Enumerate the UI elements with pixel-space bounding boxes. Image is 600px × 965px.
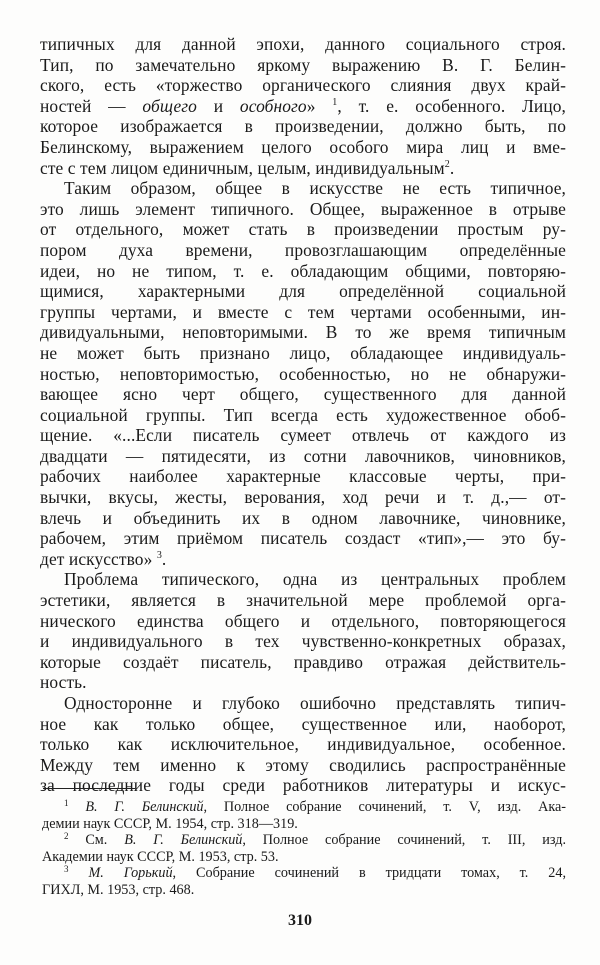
body-text xyxy=(40,34,566,796)
footnote-author: В. Г. Белинский xyxy=(85,799,204,815)
text-line: типичных для данной эпохи, данного социального строя. xyxy=(40,34,566,54)
text-line: сте с тем лицом единичным, целым, индивидуальным$^2$. xyxy=(40,157,455,178)
text-line: Односторонне и глубоко ошибочно представлять типич- xyxy=(64,693,566,713)
text-line: щимися, характерными для определённой социальной xyxy=(40,281,566,302)
text-line: только как исключительное, индивидуальное, особенное. xyxy=(40,734,566,755)
text-line: ностью, неповторимостью, особенностью, но не обнаружи- xyxy=(40,363,566,384)
text-line: не может быть признано лицо, обладающее индивидуаль- xyxy=(40,342,566,363)
text-line: группы чертами, и вместе с тем чертами особенными, ин- xyxy=(40,301,566,322)
text-line: эстетики, является в значительной мере проблемой орга- xyxy=(40,590,566,611)
emphasis-text: особного xyxy=(239,95,307,116)
text-line: ное как только общее, существенное или, наоборот, xyxy=(40,713,566,734)
text-line: нического единства общего и отдельного, повторяющегося xyxy=(40,610,566,631)
footnote-number: 2 xyxy=(64,831,69,842)
footnote-divider xyxy=(43,788,135,789)
text-line: рабочем, этим приёмом писатель создаст «тип»,— это бу- xyxy=(40,528,566,549)
text-line: которые создаёт писатель, правдиво отражая действитель- xyxy=(40,651,566,672)
text-line: которое изображается в произведении, должно быть, по xyxy=(40,116,566,137)
page-number: 310 xyxy=(288,912,312,929)
footnote-author: М. Горький xyxy=(88,865,173,882)
text-line: пором духа времени, провозглашающим определённые xyxy=(40,239,566,260)
footnote-ref: 1 xyxy=(332,96,338,108)
text-line: вычки, вкусы, жесты, верования, ход речи и т. д.,— от- xyxy=(40,487,566,508)
footnote-line: ГИХЛ, М. 1953, стр. 468. xyxy=(42,881,195,898)
text-line: за последние годы среди работников литературы и искус- xyxy=(40,775,566,796)
text-line: ностей — общего и особного» $^1$, т. е. особенного. Лицо, xyxy=(40,95,566,116)
text-line: и индивидуального в тех чувственно-конкретных образах, xyxy=(40,631,566,652)
text-line: дивидуальными, неповторимыми. В то же время типичным xyxy=(40,322,566,343)
footnotes xyxy=(42,799,566,899)
footnote-line: $^2$ См. В. Г. Белинский, Полное собрание сочинений, т. III, изд. xyxy=(64,831,566,849)
text-line: это лишь элемент типичного. Общее, выраженное в отрыве xyxy=(40,198,566,219)
text-line: от отдельного, может стать в произведении простым ру- xyxy=(40,219,566,240)
footnote-line: $^1$ В. Г. Белинский, Полное собрание сочинений, т. V, изд. Ака- xyxy=(64,798,567,815)
emphasis-text: общего xyxy=(142,95,197,116)
text-line: ность. xyxy=(40,672,87,693)
text-line: Проблема типического, одна из центральных проблем xyxy=(64,569,566,590)
footnote-ref: 2 xyxy=(444,158,450,170)
footnote-line: демии наук СССР, М. 1954, стр. 318—319. xyxy=(42,815,298,832)
footnote-author: В. Г. Белинский xyxy=(124,832,243,849)
text-line: рабочих наиболее характерные классовые черты, при- xyxy=(40,466,566,487)
text-line: двадцати — пятидесяти, из сотни лавочников, чиновников, xyxy=(40,445,566,466)
footnote-line: Академии наук СССР, М. 1953, стр. 53. xyxy=(42,848,279,865)
text-line: идеи, но не типом, т. е. обладающим общими, повторяю- xyxy=(40,260,566,281)
text-line: Между тем именно к этому сводились распространённые xyxy=(40,754,566,775)
text-line: Тип, по замечательно яркому выражению В. Г. Белин- xyxy=(40,54,566,75)
footnote-ref: 3 xyxy=(156,549,162,561)
text-line: щение. «...Если писатель сумеет отвлечь от каждого из xyxy=(40,425,566,446)
footnote-number: 3 xyxy=(64,864,69,875)
text-line: ского, есть «торжество органического слияния двух край- xyxy=(40,75,566,96)
text-line: Белинскому, выражением целого особого мира лиц и вме- xyxy=(40,136,566,157)
footnote-number: 1 xyxy=(64,798,69,808)
text-line: социальной группы. Тип всегда есть художественное обоб- xyxy=(40,404,566,425)
text-line: дет искусство» $^3$. xyxy=(40,548,167,569)
text-line: влечь и объединить их в одном лавочнике, чиновнике, xyxy=(40,507,566,528)
footnote-line: $^3$ М. Горький, Собрание сочинений в тридцати томах, т. 24, xyxy=(64,864,567,882)
text-line: вающее ясно черт общего, существенного для данной xyxy=(40,384,566,405)
text-line: Таким образом, общее в искусстве не есть типичное, xyxy=(64,178,566,199)
